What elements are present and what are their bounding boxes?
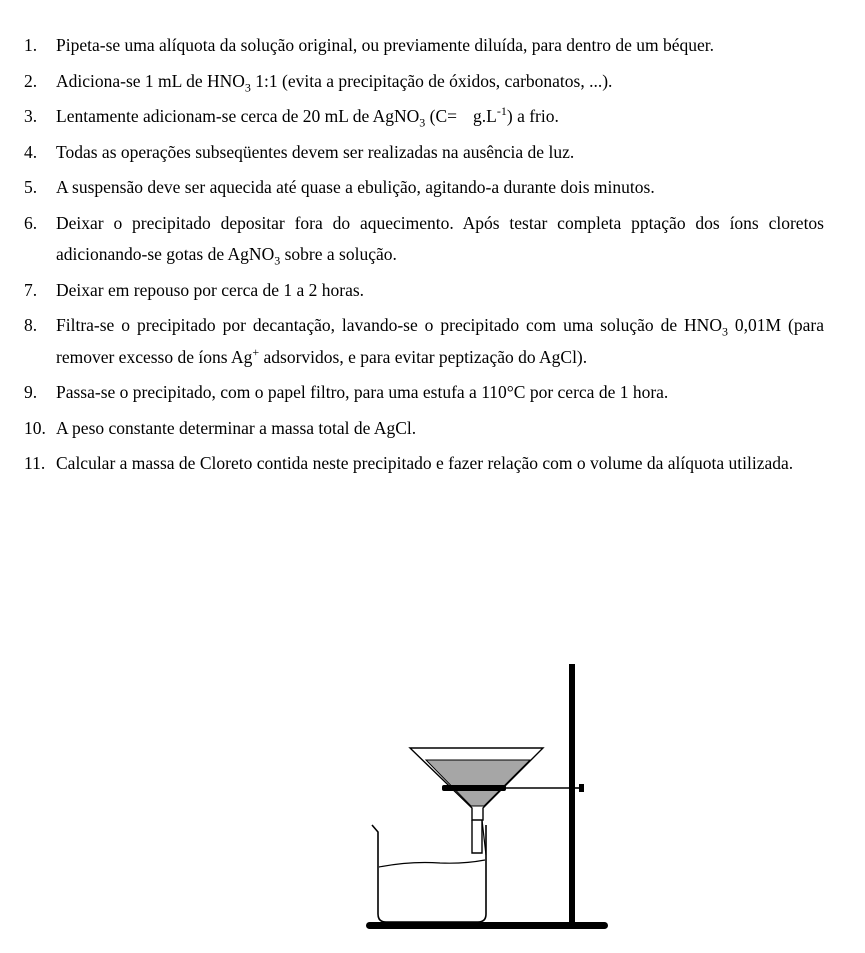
step-text: Pipeta-se uma alíquota da solução original, ou previamente diluída, para dentro de um béquer. [56, 35, 714, 55]
step-text: Deixar em repouso por cerca de 1 a 2 horas. [56, 279, 365, 300]
step-number: 3. [24, 106, 38, 126]
step-number: 5. [24, 177, 38, 197]
procedure-step-6 [24, 208, 824, 271]
stand-base [366, 922, 608, 929]
subscript: 3 [244, 80, 251, 94]
stand-rod [569, 664, 575, 926]
step-text [56, 66, 824, 98]
step-text-part: adsorvidos, e para evitar peptização do AgCl). [259, 346, 588, 367]
funnel-stem [472, 820, 482, 853]
subscript: 3 [721, 324, 728, 339]
step-text-part: Filtra-se o precipitado por decantação, lavando-se o precipitado com uma solução de HNO [56, 315, 722, 335]
step-text-part: sobre a solução. [280, 244, 397, 264]
step-text [56, 208, 824, 271]
step-text: A peso constante determinar a massa total de AgCl. [56, 417, 417, 438]
step-number: 8. [24, 315, 38, 335]
step-text-part: Deixar o precipitado depositar fora do aquecimento. Após testar completa pptação dos íons cloretos adicionando-se gotas de AgNO [56, 212, 824, 264]
step-text-part: g.L [473, 106, 497, 126]
procedure-list [24, 30, 824, 484]
step-number: 6. [24, 212, 38, 233]
step-number: 11. [24, 453, 46, 473]
procedure-step-1 [24, 30, 824, 62]
step-number: 2. [24, 70, 38, 91]
procedure-step-5 [24, 172, 824, 204]
filtration-apparatus-illustration [360, 660, 615, 938]
procedure-step-7 [24, 275, 824, 307]
step-text-part: Adiciona-se 1 mL de HNO [56, 70, 245, 91]
precipitate [426, 760, 530, 806]
procedure-step-9 [24, 377, 824, 409]
beaker [372, 825, 486, 922]
step-number: 4. [24, 141, 38, 162]
step-text-part: 1:1 (evita a precipitação de óxidos, carbonatos, ...). [250, 70, 613, 91]
superscript: -1 [496, 104, 507, 119]
subscript: 3 [419, 115, 426, 130]
step-text-part: (C= [425, 106, 458, 126]
step-text: Calcular a massa de Cloreto contida neste precipitado e fazer relação com o volume da alíquota utilizada. [56, 453, 794, 473]
procedure-step-4 [24, 137, 824, 169]
step-number: 9. [24, 382, 38, 402]
step-text [56, 310, 824, 373]
step-text-part: 0,01M (para remover excesso de íons Ag [56, 315, 824, 367]
procedure-step-2 [24, 66, 824, 98]
procedure-step-8 [24, 310, 824, 373]
step-number: 10. [24, 417, 46, 438]
subscript: 3 [274, 253, 281, 268]
superscript: + [252, 344, 260, 359]
step-text: Passa-se o precipitado, com o papel filtro, para uma estufa a 110°C por cerca de 1 hora. [56, 382, 669, 402]
step-number: 1. [24, 35, 38, 55]
step-text: A suspensão deve ser aquecida até quase a ebulição, agitando-a durante dois minutos. [56, 177, 655, 197]
procedure-step-11 [24, 448, 824, 480]
step-text [56, 101, 824, 133]
step-text-part: Lentamente adicionam-se cerca de 20 mL de AgNO [56, 106, 420, 126]
procedure-step-10 [24, 413, 824, 445]
step-text: Todas as operações subseqüentes devem ser realizadas na ausência de luz. [56, 141, 575, 162]
step-number: 7. [24, 279, 38, 300]
liquid-surface [379, 860, 485, 867]
funnel-ring [442, 785, 506, 791]
procedure-step-3 [24, 101, 824, 133]
step-text-part: ) a frio. [506, 106, 559, 126]
